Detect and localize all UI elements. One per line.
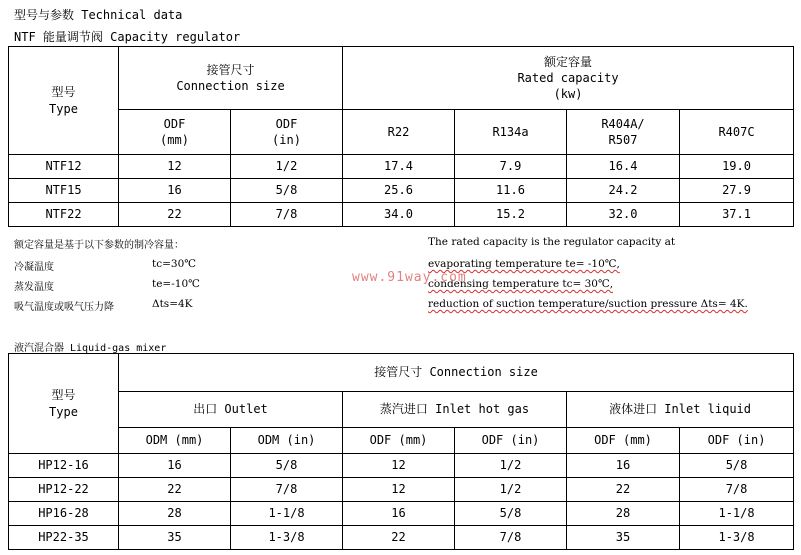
outlet-in-cell: 1-1/8 (231, 502, 343, 526)
hot-gas-in-cell: 5/8 (455, 502, 567, 526)
table-row (9, 203, 794, 227)
inlet-hot-gas-header: 蒸汽进口 Inlet hot gas (343, 392, 567, 428)
note-cn-condensing: 冷凝温度 (14, 262, 54, 273)
liquid-in-cell: 1-3/8 (680, 526, 794, 550)
odm-mm-header: ODM (mm) (119, 428, 231, 454)
type-cell: HP12-22 (9, 478, 119, 502)
connection-size-header (119, 47, 343, 110)
outlet-mm-cell: 16 (119, 454, 231, 478)
hot-gas-in-cell: 7/8 (455, 526, 567, 550)
type-cell: NTF15 (9, 179, 119, 203)
odf-in-header-l1: ODF (275, 116, 298, 131)
liquid-mm-cell: 16 (567, 454, 680, 478)
table-row (9, 179, 794, 203)
type-header (9, 47, 119, 155)
rated-capacity-unit: (kw) (553, 87, 583, 102)
type-cell: NTF12 (9, 155, 119, 179)
connection-size-header-en: Connection size (176, 79, 285, 93)
hot-gas-mm-cell: 16 (343, 502, 455, 526)
hot-gas-mm-cell: 22 (343, 526, 455, 550)
odf-mm-cell: 12 (119, 155, 231, 179)
r134a-cell: 15.2 (455, 203, 567, 227)
capacity-regulator-table (8, 46, 794, 227)
odf-in-cell: 7/8 (231, 203, 343, 227)
liquid-mm-cell: 22 (567, 478, 680, 502)
r134a-cell: 7.9 (455, 155, 567, 179)
r407c-cell: 27.9 (680, 179, 794, 203)
table1-title: NTF 能量调节阀 Capacity regulator (14, 30, 241, 44)
r407c-header: R407C (680, 110, 794, 155)
note-cn-evaporating: 蒸发温度 (14, 282, 54, 293)
type-header-en: Type (49, 101, 78, 116)
hot-gas-in-cell: 1/2 (455, 478, 567, 502)
type-header-cn: 型号 (51, 85, 76, 100)
rated-capacity-header (343, 47, 794, 110)
note-val-dts: Δts=4K (152, 298, 193, 310)
outlet-mm-cell: 22 (119, 478, 231, 502)
r404a-header (567, 110, 680, 155)
liquid-gas-mixer-table (8, 353, 794, 550)
note-en-condensing: condensing temperature tc= 30℃, (428, 278, 614, 290)
note-val-te: te=-10℃ (152, 278, 200, 290)
outlet-in-cell: 7/8 (231, 478, 343, 502)
r404a-cell: 24.2 (567, 179, 680, 203)
mixer-type-header (9, 354, 119, 454)
note-en-evaporating: evaporating temperature te= -10℃, (428, 258, 620, 270)
odf-mm-cell: 22 (119, 203, 231, 227)
r22-cell: 17.4 (343, 155, 455, 179)
type-cell: NTF22 (9, 203, 119, 227)
liquid-in-cell: 5/8 (680, 454, 794, 478)
rated-capacity-header-cn: 额定容量 (544, 54, 593, 69)
r407c-cell: 37.1 (680, 203, 794, 227)
r22-cell: 25.6 (343, 179, 455, 203)
liquid-odf-in-header: ODF (in) (680, 428, 794, 454)
hot-gas-odf-mm-header: ODF (mm) (343, 428, 455, 454)
type-cell: HP16-28 (9, 502, 119, 526)
rated-capacity-header-en: Rated capacity (517, 70, 619, 85)
hot-gas-odf-in-header: ODF (in) (455, 428, 567, 454)
type-cell: HP12-16 (9, 454, 119, 478)
r404a-cell: 16.4 (567, 155, 680, 179)
odf-in-cell: 1/2 (231, 155, 343, 179)
liquid-in-cell: 7/8 (680, 478, 794, 502)
liquid-odf-mm-header: ODF (mm) (567, 428, 680, 454)
table-row (9, 478, 794, 502)
mixer-type-header-en: Type (49, 404, 78, 419)
r404a-header-l2: R507 (608, 133, 638, 147)
table-row (9, 502, 794, 526)
hot-gas-mm-cell: 12 (343, 478, 455, 502)
r134a-header: R134a (455, 110, 567, 155)
section-title: 型号与参数 Technical data (14, 8, 183, 22)
outlet-header: 出口 Outlet (119, 392, 343, 428)
odf-mm-header-l1: ODF (163, 116, 186, 131)
watermark-text: www.91way.com (352, 270, 467, 285)
liquid-in-cell: 1-1/8 (680, 502, 794, 526)
note-en-reduction: reduction of suction temperature/suction pressure Δts= 4K. (428, 298, 748, 310)
odf-in-header (231, 110, 343, 155)
table-row (9, 155, 794, 179)
r22-header: R22 (343, 110, 455, 155)
r404a-header-l1: R404A/ (601, 116, 645, 131)
outlet-mm-cell: 28 (119, 502, 231, 526)
odf-mm-cell: 16 (119, 179, 231, 203)
r407c-cell: 19.0 (680, 155, 794, 179)
r22-cell: 34.0 (343, 203, 455, 227)
hot-gas-in-cell: 1/2 (455, 454, 567, 478)
r134a-cell: 11.6 (455, 179, 567, 203)
mixer-title: 液汽混合器 Liquid-gas mixer (14, 343, 167, 354)
inlet-liquid-header: 液体进口 Inlet liquid (567, 392, 794, 428)
table-row (9, 526, 794, 550)
mixer-connection-size-header: 接管尺寸 Connection size (119, 354, 794, 392)
hot-gas-mm-cell: 12 (343, 454, 455, 478)
table-row (9, 454, 794, 478)
outlet-in-cell: 1-3/8 (231, 526, 343, 550)
odf-in-header-l2: (in) (272, 133, 301, 147)
type-cell: HP22-35 (9, 526, 119, 550)
note-cn-suction-drop: 吸气温度或吸气压力降 (14, 302, 114, 313)
note-cn-intro: 额定容量是基于以下参数的制冷容量： (14, 240, 184, 251)
r404a-cell: 32.0 (567, 203, 680, 227)
liquid-mm-cell: 28 (567, 502, 680, 526)
odm-in-header: ODM (in) (231, 428, 343, 454)
outlet-in-cell: 5/8 (231, 454, 343, 478)
liquid-mm-cell: 35 (567, 526, 680, 550)
outlet-mm-cell: 35 (119, 526, 231, 550)
odf-mm-header-l2: (mm) (160, 133, 189, 147)
connection-size-header-cn: 接管尺寸 (206, 62, 255, 77)
note-en-intro: The rated capacity is the regulator capacity at (428, 236, 676, 248)
note-val-tc: tc=30℃ (152, 258, 197, 270)
odf-mm-header (119, 110, 231, 155)
mixer-type-header-cn: 型号 (51, 388, 76, 403)
odf-in-cell: 5/8 (231, 179, 343, 203)
